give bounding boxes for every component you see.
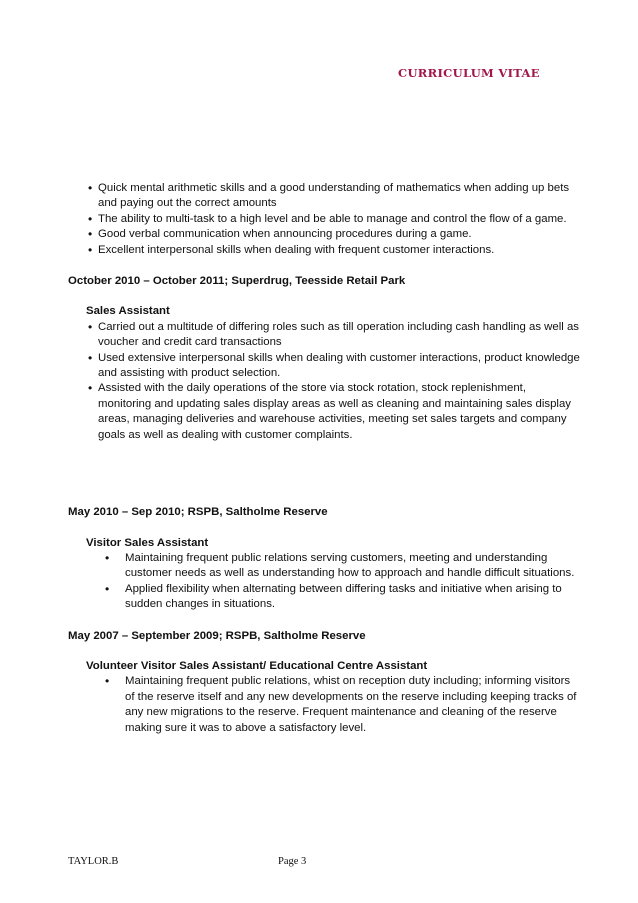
job-role-superdrug: Sales Assistant	[86, 305, 170, 318]
duty-item: • Maintaining frequent public relations serving customers, meeting and understanding customer needs as well as understanding how to approach and handle difficult situations.	[68, 551, 580, 582]
job-duties-rspb-2007	[68, 674, 580, 736]
job-heading-superdrug: October 2010 – October 2011; Superdrug, Teesside Retail Park	[68, 275, 406, 288]
footer-author: TAYLOR.B	[68, 856, 119, 867]
job-duties-rspb-2010	[68, 551, 580, 613]
job-heading-rspb-2007: May 2007 – September 2009; RSPB, Saltholme Reserve	[68, 629, 366, 642]
document-title: CURRICULUM VITAE	[398, 66, 540, 80]
skill-item: • Quick mental arithmetic skills and a good understanding of mathematics when adding up bets and paying out the correct amounts	[68, 181, 580, 212]
duty-item: • Used extensive interpersonal skills when dealing with customer interactions, product knowledge and assisting with product selection.	[68, 351, 580, 382]
skill-item: • The ability to multi-task to a high level and be able to manage and control the flow of a game.	[68, 212, 580, 227]
job-role-rspb-2007: Volunteer Visitor Sales Assistant/ Educational Centre Assistant	[86, 659, 428, 672]
job-heading-rspb-2010: May 2010 – Sep 2010; RSPB, Saltholme Reserve	[68, 506, 328, 519]
duty-item: • Applied flexibility when alternating between differing tasks and initiative when arising to sudden changes in situations.	[68, 582, 580, 613]
duty-item: • Carried out a multitude of differing roles such as till operation including cash handling as well as voucher and credit card transactions	[68, 320, 580, 351]
job-role-rspb-2010: Visitor Sales Assistant	[86, 536, 209, 549]
cv-content	[68, 181, 580, 736]
skills-list	[68, 181, 580, 258]
job-duties-superdrug	[68, 320, 580, 443]
duty-item: • Maintaining frequent public relations, whist on reception duty including; informing visitors of the reserve itself and any new developments on the reserve including keeping tracks of any new migrations to the reserve. Frequent maintenance and cleaning of the reserve making sure it was to above a satisfactory level.	[68, 674, 580, 736]
duty-item: • Assisted with the daily operations of the store via stock rotation, stock replenishment, monitoring and updating sales display areas as well as cleaning and maintaining sales display areas, managing deliveries and warehouse activities, meeting set sales targets and company goals as well as dealing with customer complaints.	[68, 381, 580, 443]
skill-item: • Excellent interpersonal skills when dealing with frequent customer interactions.	[68, 243, 580, 258]
footer-page-number: Page 3	[278, 856, 307, 867]
skill-item: • Good verbal communication when announcing procedures during a game.	[68, 227, 580, 242]
